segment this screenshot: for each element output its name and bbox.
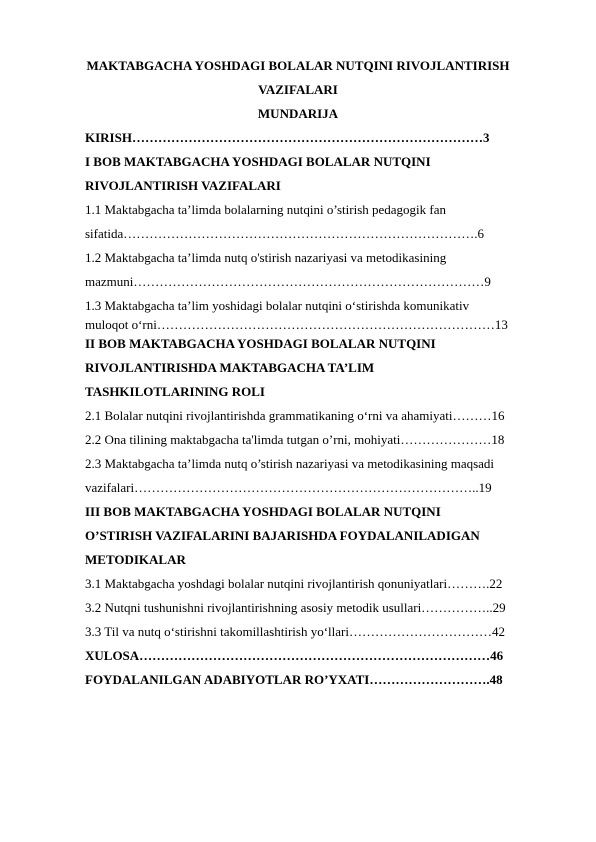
toc-entry-1-2-line-2: mazmuni………………………………………………………………………9 [85,274,491,289]
toc-chapter-3-heading-line-1: III BOB MAKTABGACHA YOSHDAGI BOLALAR NUTQINI [85,504,441,519]
toc-entry-2-2: 2.2 Ona tilining maktabgacha ta'limda tutgan o’rni, mohiyati…………………18 [85,432,505,447]
document-title-line-1: MAKTABGACHA YOSHDAGI BOLALAR NUTQINI RIVOJLANTIRISH [86,58,510,73]
toc-entry-3-3: 3.3 Til va nutq o‘stirishni takomillashtirish yo‘llari……………………………42 [85,624,505,639]
toc-chapter-2-heading-line-1: II BOB MAKTABGACHA YOSHDAGI BOLALAR NUTQINI [85,336,436,351]
toc-chapter-2-heading-line-2: RIVOJLANTIRISHDA MAKTABGACHA TA’LIM [85,360,375,375]
contents-heading: MUNDARIJA [257,106,339,121]
toc-entry-3-2: 3.2 Nutqni tushunishni rivojlantirishning asosiy metodik usullari……………..29 [85,600,506,615]
toc-chapter-1-heading-line-1: I BOB MAKTABGACHA YOSHDAGI BOLALAR NUTQINI [85,154,431,169]
toc-entry-1-1-line-2: sifatida……………………………………………………………………….6 [85,226,485,241]
toc-entry-2-3-line-2: vazifalari……………………………………………………………………..19 [85,480,492,495]
document-title-line-2: VAZIFALARI [258,82,338,97]
toc-entry-1-3-line-2: muloqot o‘rni……………………………………………………………………13 [85,317,508,332]
toc-chapter-1-heading-line-2: RIVOJLANTIRISH VAZIFALARI [85,178,281,193]
toc-entry-2-3-line-1: 2.3 Maktabgacha ta’limda nutq o’stirish nazariyasi va metodikasining maqsadi [85,456,495,471]
toc-entry-conclusion: XULOSA………………………………………………………………………46 [85,648,504,663]
toc-entry-1-2-line-1: 1.2 Maktabgacha ta’limda nutq o'stirish nazariyasi va metodikasining [85,250,447,265]
toc-entry-2-1: 2.1 Bolalar nutqini rivojlantirishda grammatikaning o‘rni va ahamiyati………16 [85,408,505,423]
toc-chapter-3-heading-line-2: O’STIRISH VAZIFALARINI BAJARISHDA FOYDALANILADIGAN [85,528,480,543]
toc-entry-introduction: KIRISH………………………………………………………………………3 [85,130,490,145]
toc-chapter-3-heading-line-3: METODIKALAR [85,552,186,567]
toc-chapter-2-heading-line-3: TASHKILOTLARINING ROLI [85,384,265,399]
toc-entry-references: FOYDALANILGAN ADABIYOTLAR RO’YXATI……………………….48 [85,672,503,687]
toc-entry-3-1: 3.1 Maktabgacha yoshdagi bolalar nutqini rivojlantirish qonuniyatlari……….22 [85,576,503,591]
toc-entry-1-3-line-1: 1.3 Maktabgacha ta’lim yoshidagi bolalar nutqini o‘stirishda komunikativ [85,298,470,313]
toc-entry-1-1-line-1: 1.1 Maktabgacha ta’limda bolalarning nutqini o’stirish pedagogik fan [85,202,447,217]
